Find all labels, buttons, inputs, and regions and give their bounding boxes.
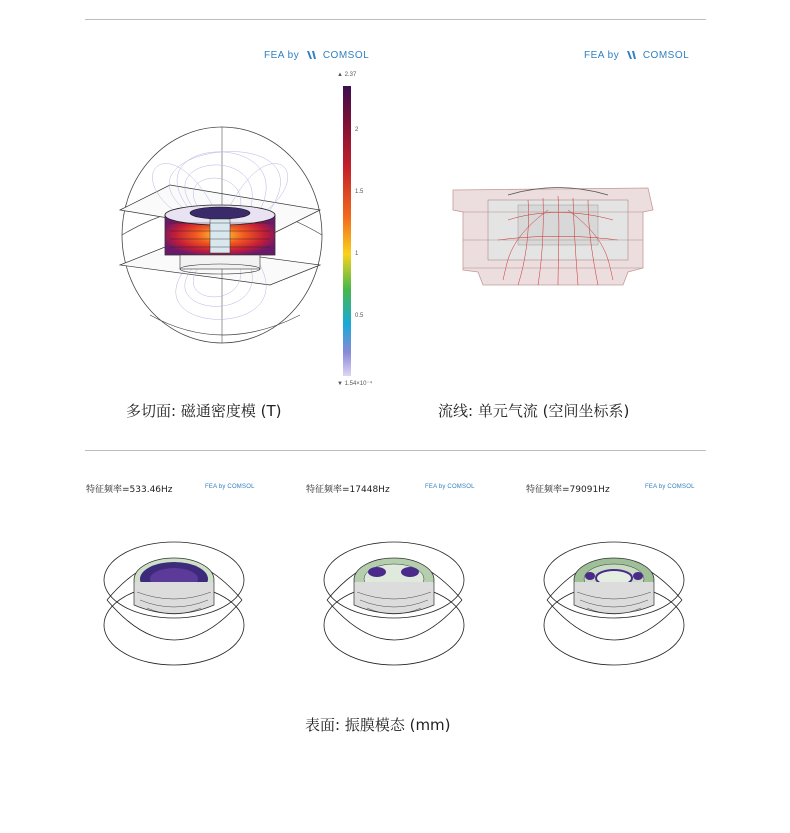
mode-2-brand: FEA by COMSOL [425, 484, 475, 490]
caption-airflow: 流线: 单元气流 (空间坐标系) [438, 402, 630, 420]
mode-3-frequency: 特征频率=79091Hz [526, 485, 610, 495]
colorbar-tick-1-5: 1.5 [355, 189, 364, 195]
caption-diaphragm-modes: 表面: 振膜模态 (mm) [305, 716, 451, 734]
mode-2-frequency: 特征频率=17448Hz [306, 485, 390, 495]
fea-by-text: FEA by [584, 50, 620, 61]
mode-1-render [102, 530, 252, 670]
comsol-brand-top-left [264, 50, 369, 61]
comsol-logo-icon [307, 51, 318, 59]
mode-1-frequency: 特征频率=533.46Hz [86, 485, 173, 495]
mode-2-render [322, 530, 472, 670]
colorbar-max-label: ▲ 2.37 [337, 72, 357, 78]
colorbar-tick-1: 1 [355, 251, 359, 257]
top-divider [85, 19, 706, 20]
colorbar-min-label: ▼ 1.54×10⁻⁴ [337, 381, 373, 387]
magnetic-flux-render [110, 115, 350, 395]
caption-flux-density: 多切面: 磁通密度模 (T) [126, 402, 282, 420]
comsol-logo-icon [627, 51, 638, 59]
colorbar-tick-0-5: 0.5 [355, 313, 364, 319]
mode-1-brand: FEA by COMSOL [205, 484, 255, 490]
airflow-streamline-render [448, 180, 668, 295]
mode-3-brand: FEA by COMSOL [645, 484, 695, 490]
comsol-brand-top-right [584, 50, 689, 61]
colorbar-tick-2: 2 [355, 127, 359, 133]
middle-divider [85, 450, 706, 451]
fea-by-text: FEA by [264, 50, 300, 61]
comsol-logo-text: COMSOL [642, 50, 690, 61]
comsol-logo-text: COMSOL [322, 50, 370, 61]
flux-colorbar [343, 86, 353, 376]
mode-3-render [542, 530, 692, 670]
